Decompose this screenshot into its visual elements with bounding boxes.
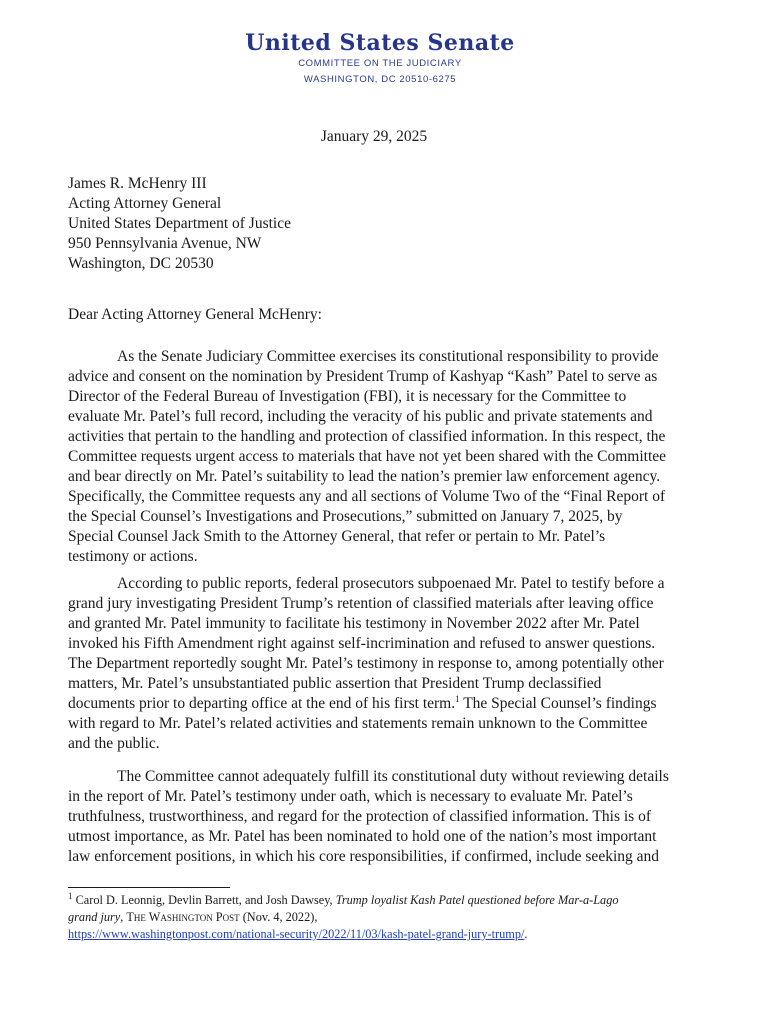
footnote-article-title: Trump loyalist Kash Patel questioned before Mar-a-Lago	[335, 893, 619, 907]
salutation: Dear Acting Attorney General McHenry:	[68, 306, 322, 323]
footnote	[68, 892, 619, 943]
text-line	[68, 694, 690, 714]
text-line: testimony or actions.	[68, 548, 198, 565]
text-segment: documents prior to departing office at the end of his first term.	[68, 695, 456, 712]
address-line: 950 Pennsylvania Avenue, NW	[68, 235, 262, 252]
footnote-article-title-cont: grand jury	[68, 910, 121, 924]
letterhead-title: United States Senate	[245, 30, 515, 56]
text-line: evaluate Mr. Patel’s full record, including the veracity of his public and private statements and	[68, 408, 653, 425]
footnote-line: https://www.washingtonpost.com/national-security/2022/11/03/kash-patel-grand-jury-trump/.	[68, 927, 528, 941]
address-line: James R. McHenry III	[68, 175, 207, 192]
footnote-authors: Carol D. Leonnig, Devlin Barrett, and Josh Dawsey,	[75, 893, 336, 907]
recipient-address	[68, 174, 291, 274]
text-line: the Special Counsel’s Investigations and Prosecutions,” submitted on January 7, 2025, by	[68, 508, 623, 525]
text-line: Committee requests urgent access to materials that have not yet been shared with the Committee	[68, 448, 667, 465]
paragraph-1	[68, 347, 690, 567]
footnote-date: (Nov. 4, 2022),	[239, 910, 318, 924]
text-line: and bear directly on Mr. Patel’s suitability to lead the nation’s premier law enforcement agency.	[68, 468, 661, 485]
text-line: utmost importance, as Mr. Patel has been nominated to hold one of the nation’s most important	[68, 828, 657, 845]
text-line: invoked his Fifth Amendment right against self-incrimination and refused to answer questions.	[68, 635, 656, 652]
paragraph-2	[68, 574, 690, 754]
text-line: matters, Mr. Patel’s unsubstantiated public assertion that President Trump declassified	[68, 675, 602, 692]
text-line: activities that pertain to the handling and protection of classified information. In this respect, the	[68, 428, 666, 445]
text-line: The Department reportedly sought Mr. Patel’s testimony in response to, among potentially other	[68, 655, 664, 672]
address-line: United States Department of Justice	[68, 215, 291, 232]
text-line: Director of the Federal Bureau of Investigation (FBI), it is necessary for the Committee to	[68, 388, 627, 405]
address-line: Acting Attorney General	[68, 195, 222, 212]
footnote-url-link[interactable]: https://www.washingtonpost.com/national-security/2022/11/03/kash-patel-grand-jury-trump/	[68, 927, 525, 941]
address-line: Washington, DC 20530	[68, 255, 214, 272]
text-line: grand jury investigating President Trump’s retention of classified materials after leaving office	[68, 595, 654, 612]
text-line: The Committee cannot adequately fulfill its constitutional duty without reviewing details	[117, 768, 669, 785]
footnote-number: 1	[68, 890, 73, 901]
paragraph-3	[68, 767, 690, 867]
footnote-line: grand jury, The Washington Post (Nov. 4, 2022),	[68, 910, 318, 924]
text-line: and the public.	[68, 735, 160, 752]
text-line: law enforcement positions, in which his core responsibilities, if confirmed, include seeking and	[68, 848, 660, 865]
text-line: truthfulness, trustworthiness, and regard for the protection of classified information. This is of	[68, 808, 651, 825]
text-line: Specifically, the Committee requests any and all sections of Volume Two of the “Final Report of	[68, 488, 666, 505]
letterhead-location: WASHINGTON, DC 20510-6275	[303, 74, 457, 85]
footnote-publication: The Washington Post	[126, 910, 240, 924]
text-line: As the Senate Judiciary Committee exercises its constitutional responsibility to provide	[117, 348, 659, 365]
footnote-line	[68, 892, 619, 909]
footnote-divider	[68, 887, 230, 888]
letterhead-committee: COMMITTEE ON THE JUDICIARY	[298, 58, 462, 69]
text-line: in the report of Mr. Patel’s testimony under oath, which is necessary to evaluate Mr. Patel’s	[68, 788, 633, 805]
text-line: advice and consent on the nomination by President Trump of Kashyap “Kash” Patel to serve as	[68, 368, 658, 385]
letter-date: January 29, 2025	[320, 128, 428, 145]
letterhead	[0, 30, 768, 88]
footnote-reference[interactable]: 1	[455, 693, 460, 704]
text-line: and granted Mr. Patel immunity to facilitate his testimony in November 2022 after Mr. Patel	[68, 615, 640, 632]
text-segment: The Special Counsel’s findings	[459, 695, 657, 712]
text-line: According to public reports, federal prosecutors subpoenaed Mr. Patel to testify before a	[117, 575, 665, 592]
text-line: Special Counsel Jack Smith to the Attorney General, that refer or pertain to Mr. Patel’s	[68, 528, 606, 545]
text-line: with regard to Mr. Patel’s related activities and statements remain unknown to the Committee	[68, 715, 648, 732]
